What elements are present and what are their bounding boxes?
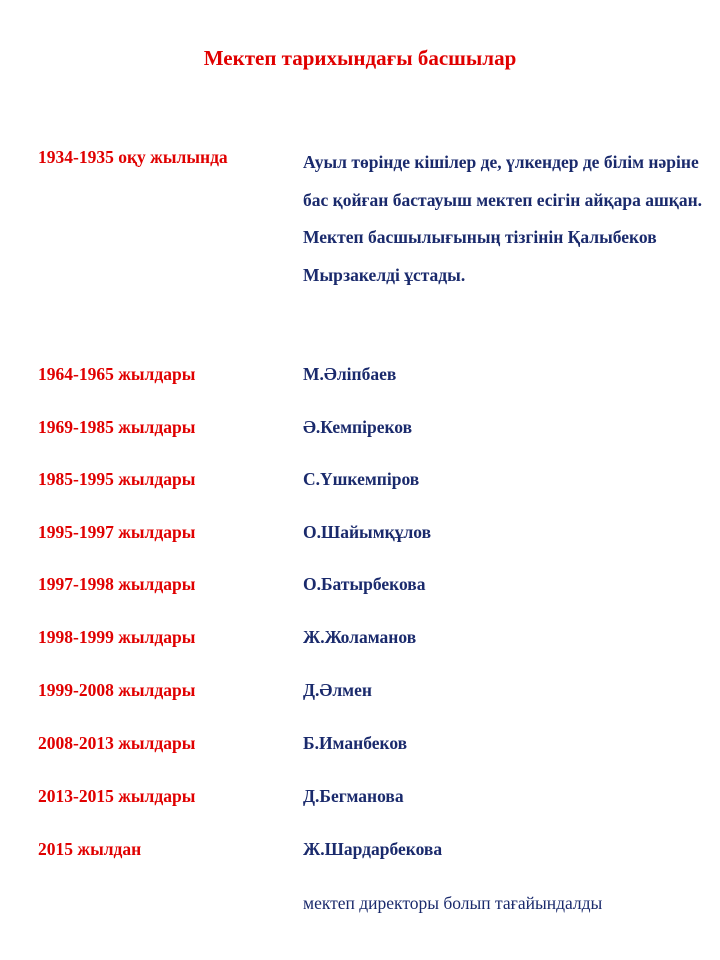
director-name: О.Батырбекова [303, 574, 426, 594]
page-title: Мектеп тарихындағы басшылар [203, 46, 517, 70]
director-years: 1995-1997 жылдары [38, 522, 196, 542]
intro-years: 1934-1935 оқу жылында [38, 147, 228, 167]
director-years: 1998-1999 жылдары [38, 627, 196, 647]
director-name: М.Әліпбаев [303, 364, 397, 384]
director-row [0, 680, 720, 710]
director-years: 2013-2015 жылдары [38, 786, 196, 806]
director-row [0, 522, 720, 552]
director-row [0, 786, 720, 816]
director-years: 1997-1998 жылдары [38, 574, 196, 594]
director-years: 1985-1995 жылдары [38, 469, 196, 489]
director-row [0, 627, 720, 657]
director-row [0, 839, 720, 869]
director-years: 1964-1965 жылдары [38, 364, 196, 384]
director-name: Ж.Шардарбекова [303, 839, 443, 859]
director-row [0, 469, 720, 499]
director-name: Б.Иманбеков [303, 733, 408, 753]
director-years: 2008-2013 жылдары [38, 733, 196, 753]
director-name: С.Үшкемпіров [303, 469, 420, 489]
director-years: 2015 жылдан [38, 839, 142, 859]
director-name: Д.Бегманова [303, 786, 404, 806]
director-row [0, 574, 720, 604]
director-row [0, 733, 720, 763]
director-row [0, 417, 720, 447]
footer-note: мектеп директоры болып тағайындалды [303, 893, 603, 913]
director-name: О.Шайымқұлов [303, 522, 432, 542]
intro-text: Ауыл төрінде кішілер де, үлкендер де білім нәріне бас қойған бастауыш мектеп есігін айқара ашқан. Мектеп басшылығының тізгінін Қалыбеков Мырзакелді ұстады. [303, 152, 703, 285]
director-row [0, 364, 720, 394]
director-years: 1969-1985 жылдары [38, 417, 196, 437]
director-name: Ә.Кемпіреков [303, 417, 413, 437]
director-years: 1999-2008 жылдары [38, 680, 196, 700]
director-name: Д.Әлмен [303, 680, 372, 700]
director-name: Ж.Жоламанов [303, 627, 417, 647]
